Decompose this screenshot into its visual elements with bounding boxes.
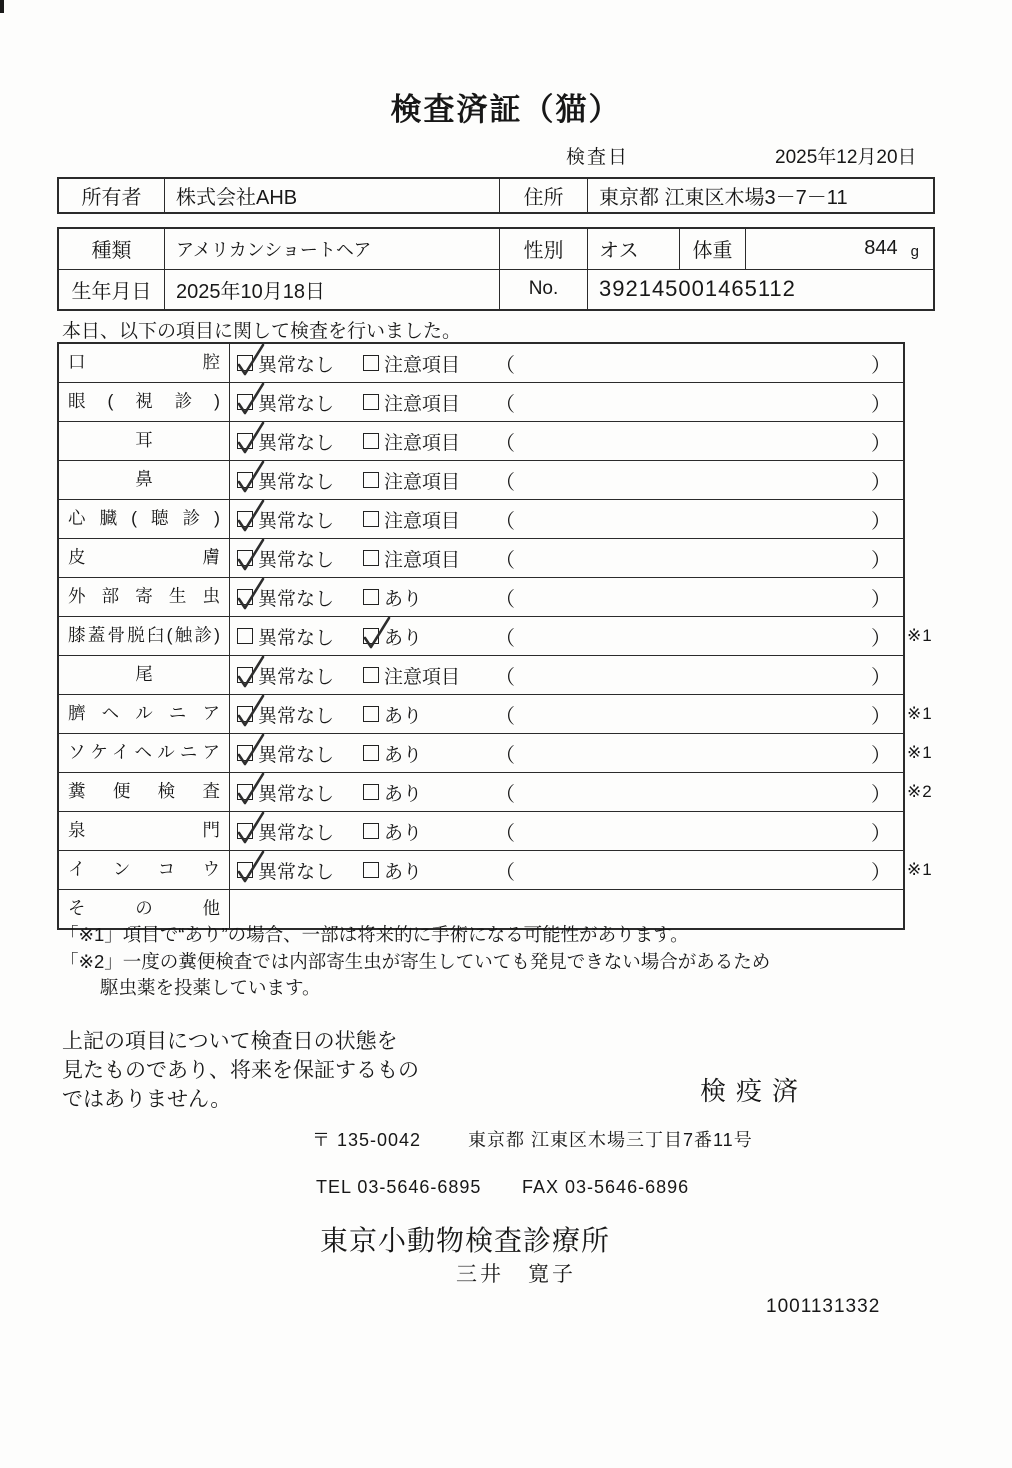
option-flag bbox=[363, 734, 422, 772]
option-normal-label: 異常なし bbox=[258, 510, 335, 532]
exam-item-content bbox=[230, 851, 933, 889]
option-flag bbox=[363, 422, 460, 460]
row-footnote-ref: ※1 bbox=[907, 743, 933, 762]
exam-row bbox=[59, 344, 903, 382]
birthdate-label: 生年月日 bbox=[71, 280, 152, 303]
option-normal bbox=[237, 773, 334, 811]
checkmark-icon bbox=[234, 810, 266, 846]
option-normal-label: 異常なし bbox=[258, 705, 335, 727]
paren-open: （ bbox=[495, 744, 515, 767]
clinic-tel: TEL 03-5646-6895 bbox=[316, 1177, 482, 1197]
option-flag bbox=[363, 383, 460, 421]
footnote-1: 「※1」項目で“あり”の場合、一部は将来的に手術になる可能性があります。 bbox=[60, 924, 689, 945]
option-flag-label: あり bbox=[384, 627, 423, 649]
footnote-2: 「※2」一度の糞便検査では内部寄生虫が寄生していても発見できない場合があるため bbox=[60, 951, 771, 972]
exam-row bbox=[59, 382, 903, 421]
row-footnote-ref: ※1 bbox=[907, 626, 933, 645]
owner-label: 所有者 bbox=[81, 187, 142, 209]
no-value: 392145001465112 bbox=[587, 270, 933, 310]
option-normal bbox=[237, 539, 334, 577]
paren-open: （ bbox=[495, 627, 515, 650]
birthdate-value: 2025年10月18日 bbox=[164, 270, 499, 310]
owner-table bbox=[57, 177, 935, 214]
option-normal-label: 異常なし bbox=[258, 549, 335, 571]
checkbox-flag bbox=[363, 784, 379, 800]
row-footnote-ref: ※2 bbox=[907, 782, 933, 801]
checkmark-icon bbox=[234, 381, 266, 417]
checkmark-icon bbox=[234, 498, 266, 534]
option-flag bbox=[363, 812, 422, 850]
row-footnote-ref bbox=[907, 344, 949, 382]
checkmark-icon bbox=[234, 732, 266, 768]
checkmark-icon bbox=[234, 420, 266, 456]
checkbox-normal bbox=[237, 784, 253, 800]
checkbox-flag bbox=[363, 355, 379, 371]
checkbox-flag bbox=[363, 862, 379, 878]
scan-edge-artifact bbox=[0, 0, 4, 13]
checkbox-flag bbox=[363, 589, 379, 605]
exam-item-content bbox=[230, 734, 933, 772]
intro-text: 本日、以下の項目に関して検査を行いました。 bbox=[62, 321, 462, 342]
paren-close: ） bbox=[871, 627, 891, 650]
option-flag-label: あり bbox=[384, 783, 423, 805]
option-flag bbox=[363, 773, 422, 811]
paren-close: ） bbox=[871, 432, 891, 455]
option-flag-label: 注意項目 bbox=[384, 393, 461, 415]
row-footnote-ref bbox=[907, 539, 949, 577]
checkmark-icon bbox=[234, 693, 266, 729]
option-normal-label: 異常なし bbox=[258, 354, 335, 376]
option-flag bbox=[363, 617, 422, 655]
option-flag-label: あり bbox=[384, 822, 423, 844]
checkbox-flag bbox=[363, 394, 379, 410]
option-normal bbox=[237, 422, 334, 460]
exam-row bbox=[59, 694, 933, 733]
option-flag-label: 注意項目 bbox=[384, 510, 461, 532]
paren-close: ） bbox=[871, 393, 891, 416]
page-title: 検査済証（猫） bbox=[390, 92, 622, 127]
checkbox-flag bbox=[363, 628, 379, 644]
checkbox-normal bbox=[237, 511, 253, 527]
paren-open: （ bbox=[495, 705, 515, 728]
option-flag bbox=[363, 578, 422, 616]
exam-row bbox=[59, 499, 903, 538]
option-flag bbox=[363, 461, 460, 499]
owner-value: 株式会社AHB bbox=[164, 179, 499, 212]
exam-item-label: 眼(視診) bbox=[59, 383, 230, 421]
paren-close: ） bbox=[871, 822, 891, 845]
checkbox-flag bbox=[363, 511, 379, 527]
checkbox-normal bbox=[237, 394, 253, 410]
checkbox-flag bbox=[363, 745, 379, 761]
exam-item-content bbox=[230, 539, 903, 577]
row-footnote-ref bbox=[907, 383, 949, 421]
row-footnote-ref bbox=[907, 461, 949, 499]
exam-row bbox=[59, 850, 933, 889]
checkmark-icon bbox=[234, 849, 266, 885]
option-flag bbox=[363, 344, 460, 382]
checkmark-icon bbox=[234, 576, 266, 612]
option-flag bbox=[363, 656, 460, 694]
option-flag-label: 注意項目 bbox=[384, 354, 461, 376]
row-footnote-ref bbox=[907, 500, 949, 538]
sex-value: オス bbox=[587, 229, 679, 269]
exam-item-label: 尾 bbox=[59, 656, 230, 694]
row-footnote-ref bbox=[907, 578, 949, 616]
inspection-date-value: 2025年12月20日 bbox=[775, 147, 917, 168]
exam-row bbox=[59, 616, 933, 655]
option-normal-label: 異常なし bbox=[258, 744, 335, 766]
row-footnote-ref bbox=[907, 656, 949, 694]
veterinarian-name: 三井 寛子 bbox=[456, 1263, 576, 1286]
option-flag-label: あり bbox=[384, 744, 423, 766]
clinic-fax: FAX 03-5646-6896 bbox=[522, 1177, 690, 1197]
checkmark-icon bbox=[234, 537, 266, 573]
option-normal-label: 異常なし bbox=[258, 861, 335, 883]
exam-item-label: 皮膚 bbox=[59, 539, 230, 577]
paren-open: （ bbox=[495, 861, 515, 884]
footnote-2-cont: 駆虫薬を投薬しています。 bbox=[100, 977, 321, 998]
checkmark-icon bbox=[360, 615, 392, 651]
exam-item-label: 耳 bbox=[59, 422, 230, 460]
option-normal bbox=[237, 578, 334, 616]
exam-item-label: 糞便検査 bbox=[59, 773, 230, 811]
sex-label: 性別 bbox=[499, 229, 587, 269]
exam-row bbox=[59, 772, 933, 811]
paren-close: ） bbox=[871, 705, 891, 728]
paren-open: （ bbox=[495, 783, 515, 806]
quarantine-passed-stamp: 検疫済 bbox=[700, 1076, 809, 1106]
paren-open: （ bbox=[495, 510, 515, 533]
checkbox-normal bbox=[237, 433, 253, 449]
checkmark-icon bbox=[234, 342, 266, 378]
paren-close: ） bbox=[871, 549, 891, 572]
checkbox-flag bbox=[363, 823, 379, 839]
paren-open: （ bbox=[495, 471, 515, 494]
exam-table bbox=[57, 342, 933, 930]
row-footnote-ref: ※1 bbox=[907, 704, 933, 723]
option-normal-label: 異常なし bbox=[258, 783, 335, 805]
exam-row bbox=[59, 538, 903, 577]
option-normal-label: 異常なし bbox=[258, 432, 335, 454]
weight-unit: g bbox=[910, 242, 919, 260]
option-flag-label: 注意項目 bbox=[384, 549, 461, 571]
checkbox-flag bbox=[363, 472, 379, 488]
option-normal bbox=[237, 383, 334, 421]
exam-item-content bbox=[230, 773, 933, 811]
checkbox-normal bbox=[237, 706, 253, 722]
exam-item-content bbox=[230, 383, 903, 421]
option-normal bbox=[237, 656, 334, 694]
no-label: No. bbox=[499, 270, 587, 310]
exam-row bbox=[59, 811, 903, 850]
exam-item-content bbox=[230, 617, 933, 655]
document-code: 1001131332 bbox=[766, 1296, 881, 1317]
exam-item-content bbox=[230, 578, 903, 616]
animal-table bbox=[57, 227, 935, 311]
option-normal bbox=[237, 344, 334, 382]
option-normal-label: 異常なし bbox=[258, 588, 335, 610]
paren-close: ） bbox=[871, 471, 891, 494]
checkbox-normal bbox=[237, 589, 253, 605]
exam-item-label: 心臓(聴診) bbox=[59, 500, 230, 538]
option-flag bbox=[363, 695, 422, 733]
exam-item-label: 口腔 bbox=[59, 344, 230, 382]
exam-item-content bbox=[230, 695, 933, 733]
exam-item-content bbox=[230, 812, 903, 850]
exam-item-content bbox=[230, 422, 903, 460]
checkbox-flag bbox=[363, 433, 379, 449]
exam-row bbox=[59, 460, 903, 499]
option-normal bbox=[237, 812, 334, 850]
option-flag-label: 注意項目 bbox=[384, 471, 461, 493]
exam-row bbox=[59, 655, 903, 694]
option-normal-label: 異常なし bbox=[258, 471, 335, 493]
address-label: 住所 bbox=[499, 179, 587, 212]
paren-open: （ bbox=[495, 393, 515, 416]
exam-row bbox=[59, 577, 903, 616]
option-flag bbox=[363, 500, 460, 538]
disclaimer bbox=[62, 1027, 419, 1114]
paren-open: （ bbox=[495, 354, 515, 377]
paren-open: （ bbox=[495, 432, 515, 455]
breed-value: アメリカンショートヘア bbox=[164, 229, 499, 269]
option-normal bbox=[237, 695, 334, 733]
option-normal bbox=[237, 500, 334, 538]
paren-close: ） bbox=[871, 744, 891, 767]
checkmark-icon bbox=[234, 459, 266, 495]
paren-open: （ bbox=[495, 666, 515, 689]
disclaimer-line-1: 上記の項目について検査日の状態を bbox=[62, 1030, 398, 1053]
option-flag-label: 注意項目 bbox=[384, 432, 461, 454]
row-footnote-ref bbox=[907, 422, 949, 460]
exam-item-label: ソケイヘルニア bbox=[59, 734, 230, 772]
exam-item-label: インコウ bbox=[59, 851, 230, 889]
option-flag bbox=[363, 539, 460, 577]
exam-item-label: その他 bbox=[59, 890, 230, 928]
row-footnote-ref bbox=[907, 890, 949, 928]
checkbox-normal bbox=[237, 745, 253, 761]
checkbox-normal bbox=[237, 667, 253, 683]
option-flag-label: あり bbox=[384, 588, 423, 610]
weight-label: 体重 bbox=[679, 229, 745, 269]
option-normal bbox=[237, 461, 334, 499]
exam-row bbox=[59, 733, 933, 772]
paren-close: ） bbox=[871, 354, 891, 377]
checkbox-flag bbox=[363, 706, 379, 722]
exam-item-label: 鼻 bbox=[59, 461, 230, 499]
exam-item-content bbox=[230, 344, 903, 382]
exam-item-label: 外部寄生虫 bbox=[59, 578, 230, 616]
exam-item-label: 膝蓋骨脱臼(触診) bbox=[59, 617, 230, 655]
exam-item-label: 臍ヘルニア bbox=[59, 695, 230, 733]
clinic-address: 東京都 江東区木場三丁目7番11号 bbox=[468, 1130, 753, 1150]
checkbox-flag bbox=[363, 667, 379, 683]
option-flag-label: あり bbox=[384, 705, 423, 727]
checkbox-normal bbox=[237, 862, 253, 878]
weight-value: 844 bbox=[864, 237, 898, 260]
checkbox-normal bbox=[237, 472, 253, 488]
paren-close: ） bbox=[871, 861, 891, 884]
option-flag-label: あり bbox=[384, 861, 423, 883]
checkbox-normal bbox=[237, 823, 253, 839]
paren-close: ） bbox=[871, 783, 891, 806]
exam-item-content bbox=[230, 656, 903, 694]
paren-close: ） bbox=[871, 588, 891, 611]
exam-row bbox=[59, 421, 903, 460]
checkmark-icon bbox=[234, 771, 266, 807]
checkmark-icon bbox=[234, 654, 266, 690]
option-normal-label: 異常なし bbox=[258, 393, 335, 415]
clinic-name: 東京小動物検査診療所 bbox=[320, 1225, 611, 1256]
checkbox-flag bbox=[363, 550, 379, 566]
option-normal-label: 異常なし bbox=[258, 627, 335, 649]
exam-item-label: 泉門 bbox=[59, 812, 230, 850]
disclaimer-line-2: 見たものであり、将来を保証するもの bbox=[62, 1059, 419, 1082]
option-normal bbox=[237, 734, 334, 772]
row-footnote-ref bbox=[907, 812, 949, 850]
breed-label: 種類 bbox=[91, 240, 132, 263]
address-value: 東京都 江東区木場3－7－11 bbox=[587, 179, 933, 212]
paren-open: （ bbox=[495, 588, 515, 611]
option-normal bbox=[237, 851, 334, 889]
option-flag bbox=[363, 851, 422, 889]
option-normal-label: 異常なし bbox=[258, 822, 335, 844]
paren-close: ） bbox=[871, 666, 891, 689]
option-flag-label: 注意項目 bbox=[384, 666, 461, 688]
weight-cell bbox=[745, 229, 933, 269]
option-normal bbox=[237, 617, 334, 655]
exam-item-content bbox=[230, 500, 903, 538]
inspection-date-label: 検査日 bbox=[566, 147, 630, 168]
checkbox-normal bbox=[237, 628, 253, 644]
clinic-postal-code: 〒 135-0042 bbox=[312, 1130, 422, 1150]
option-normal-label: 異常なし bbox=[258, 666, 335, 688]
checkbox-normal bbox=[237, 355, 253, 371]
paren-open: （ bbox=[495, 822, 515, 845]
disclaimer-line-3: ではありません。 bbox=[62, 1088, 232, 1111]
paren-open: （ bbox=[495, 549, 515, 572]
checkbox-normal bbox=[237, 550, 253, 566]
row-footnote-ref: ※1 bbox=[907, 860, 933, 879]
paren-close: ） bbox=[871, 510, 891, 533]
exam-item-content bbox=[230, 461, 903, 499]
